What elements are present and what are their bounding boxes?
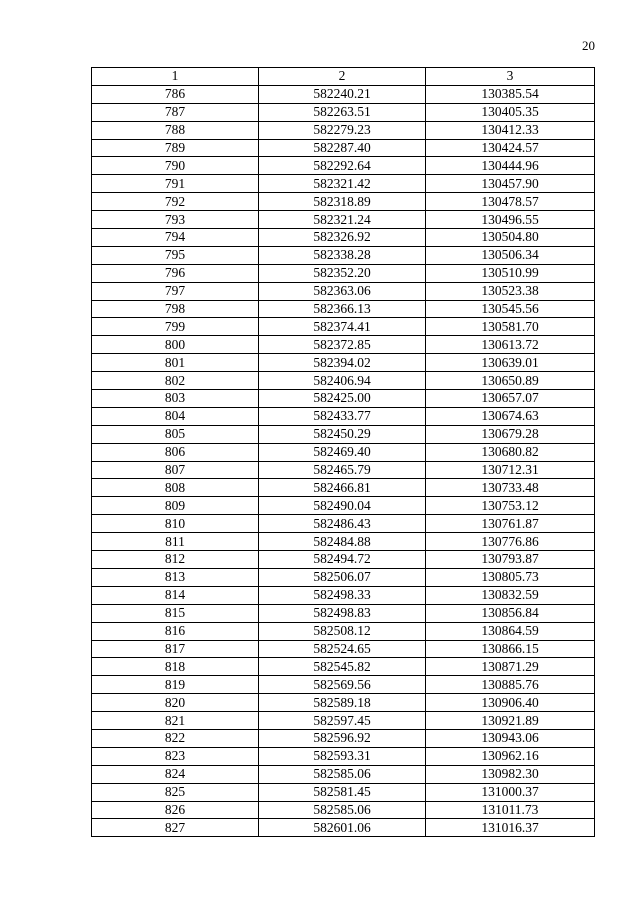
y-coordinate-cell: 130753.12 (426, 497, 595, 515)
table-header-row (92, 68, 595, 86)
x-coordinate-cell: 582585.06 (259, 801, 426, 819)
y-coordinate-cell: 130385.54 (426, 85, 595, 103)
y-coordinate-cell: 130412.33 (426, 121, 595, 139)
x-coordinate-cell: 582498.33 (259, 586, 426, 604)
point-number-cell: 825 (92, 783, 259, 801)
point-number-cell: 798 (92, 300, 259, 318)
table-row (92, 729, 595, 747)
table-row (92, 425, 595, 443)
x-coordinate-cell: 582465.79 (259, 461, 426, 479)
x-coordinate-cell: 582486.43 (259, 515, 426, 533)
table-row (92, 390, 595, 408)
y-coordinate-cell: 130523.38 (426, 282, 595, 300)
x-coordinate-cell: 582494.72 (259, 551, 426, 569)
y-coordinate-cell: 130613.72 (426, 336, 595, 354)
y-coordinate-cell: 130776.86 (426, 533, 595, 551)
x-coordinate-cell: 582524.65 (259, 640, 426, 658)
x-coordinate-cell: 582263.51 (259, 103, 426, 121)
table-row (92, 568, 595, 586)
point-number-cell: 793 (92, 211, 259, 229)
y-coordinate-cell: 130657.07 (426, 390, 595, 408)
point-number-cell: 826 (92, 801, 259, 819)
table-row (92, 497, 595, 515)
table-row (92, 354, 595, 372)
page-number: 20 (582, 38, 595, 53)
y-coordinate-cell: 130871.29 (426, 658, 595, 676)
x-coordinate-cell: 582279.23 (259, 121, 426, 139)
table-row (92, 783, 595, 801)
point-number-cell: 822 (92, 729, 259, 747)
table-row (92, 533, 595, 551)
point-number-cell: 809 (92, 497, 259, 515)
point-number-cell: 795 (92, 246, 259, 264)
x-coordinate-cell: 582601.06 (259, 819, 426, 837)
x-coordinate-cell: 582593.31 (259, 747, 426, 765)
point-number-cell: 787 (92, 103, 259, 121)
table-body (92, 85, 595, 836)
x-coordinate-cell: 582363.06 (259, 282, 426, 300)
y-coordinate-cell: 130733.48 (426, 479, 595, 497)
table-row (92, 694, 595, 712)
x-coordinate-cell: 582292.64 (259, 157, 426, 175)
point-number-cell: 810 (92, 515, 259, 533)
point-number-cell: 807 (92, 461, 259, 479)
y-coordinate-cell: 130496.55 (426, 211, 595, 229)
point-number-cell: 800 (92, 336, 259, 354)
x-coordinate-cell: 582466.81 (259, 479, 426, 497)
x-coordinate-cell: 582484.88 (259, 533, 426, 551)
table-row (92, 407, 595, 425)
table-row (92, 747, 595, 765)
point-number-cell: 819 (92, 676, 259, 694)
x-coordinate-cell: 582326.92 (259, 229, 426, 247)
table-row (92, 658, 595, 676)
x-coordinate-cell: 582450.29 (259, 425, 426, 443)
point-number-cell: 797 (92, 282, 259, 300)
table-row (92, 801, 595, 819)
x-coordinate-cell: 582498.83 (259, 604, 426, 622)
column-header-3: 3 (426, 68, 595, 86)
y-coordinate-cell: 130962.16 (426, 747, 595, 765)
x-coordinate-cell: 582597.45 (259, 712, 426, 730)
x-coordinate-cell: 582318.89 (259, 193, 426, 211)
point-number-cell: 824 (92, 765, 259, 783)
point-number-cell: 823 (92, 747, 259, 765)
point-number-cell: 799 (92, 318, 259, 336)
y-coordinate-cell: 130921.89 (426, 712, 595, 730)
y-coordinate-cell: 130832.59 (426, 586, 595, 604)
point-number-cell: 814 (92, 586, 259, 604)
y-coordinate-cell: 130943.06 (426, 729, 595, 747)
x-coordinate-cell: 582425.00 (259, 390, 426, 408)
column-header-1: 1 (92, 68, 259, 86)
point-number-cell: 811 (92, 533, 259, 551)
point-number-cell: 812 (92, 551, 259, 569)
point-number-cell: 801 (92, 354, 259, 372)
table-row (92, 372, 595, 390)
y-coordinate-cell: 130805.73 (426, 568, 595, 586)
point-number-cell: 792 (92, 193, 259, 211)
x-coordinate-cell: 582372.85 (259, 336, 426, 354)
y-coordinate-cell: 130545.56 (426, 300, 595, 318)
point-number-cell: 818 (92, 658, 259, 676)
y-coordinate-cell: 130444.96 (426, 157, 595, 175)
point-number-cell: 805 (92, 425, 259, 443)
point-number-cell: 788 (92, 121, 259, 139)
y-coordinate-cell: 131011.73 (426, 801, 595, 819)
x-coordinate-cell: 582506.07 (259, 568, 426, 586)
table-row (92, 300, 595, 318)
x-coordinate-cell: 582585.06 (259, 765, 426, 783)
point-number-cell: 817 (92, 640, 259, 658)
table-row (92, 765, 595, 783)
table-row (92, 246, 595, 264)
y-coordinate-cell: 130866.15 (426, 640, 595, 658)
point-number-cell: 802 (92, 372, 259, 390)
table-row (92, 515, 595, 533)
x-coordinate-cell: 582374.41 (259, 318, 426, 336)
table-row (92, 479, 595, 497)
table-row (92, 443, 595, 461)
x-coordinate-cell: 582508.12 (259, 622, 426, 640)
y-coordinate-cell: 130761.87 (426, 515, 595, 533)
table-row (92, 264, 595, 282)
point-number-cell: 790 (92, 157, 259, 175)
point-number-cell: 789 (92, 139, 259, 157)
point-number-cell: 796 (92, 264, 259, 282)
y-coordinate-cell: 130581.70 (426, 318, 595, 336)
y-coordinate-cell: 131000.37 (426, 783, 595, 801)
x-coordinate-cell: 582569.56 (259, 676, 426, 694)
x-coordinate-cell: 582366.13 (259, 300, 426, 318)
table-row (92, 85, 595, 103)
x-coordinate-cell: 582287.40 (259, 139, 426, 157)
y-coordinate-cell: 130856.84 (426, 604, 595, 622)
table-row (92, 622, 595, 640)
table-row (92, 586, 595, 604)
table-row (92, 282, 595, 300)
y-coordinate-cell: 130457.90 (426, 175, 595, 193)
table-row (92, 318, 595, 336)
y-coordinate-cell: 130510.99 (426, 264, 595, 282)
table-row (92, 551, 595, 569)
x-coordinate-cell: 582338.28 (259, 246, 426, 264)
y-coordinate-cell: 130424.57 (426, 139, 595, 157)
x-coordinate-cell: 582321.24 (259, 211, 426, 229)
y-coordinate-cell: 130906.40 (426, 694, 595, 712)
column-header-2: 2 (259, 68, 426, 86)
y-coordinate-cell: 130504.80 (426, 229, 595, 247)
coordinates-table (91, 67, 595, 837)
table-row (92, 121, 595, 139)
y-coordinate-cell: 131016.37 (426, 819, 595, 837)
x-coordinate-cell: 582321.42 (259, 175, 426, 193)
y-coordinate-cell: 130885.76 (426, 676, 595, 694)
table-row (92, 157, 595, 175)
table-row (92, 103, 595, 121)
point-number-cell: 806 (92, 443, 259, 461)
x-coordinate-cell: 582394.02 (259, 354, 426, 372)
y-coordinate-cell: 130674.63 (426, 407, 595, 425)
y-coordinate-cell: 130680.82 (426, 443, 595, 461)
table-row (92, 640, 595, 658)
table-row (92, 229, 595, 247)
x-coordinate-cell: 582589.18 (259, 694, 426, 712)
x-coordinate-cell: 582596.92 (259, 729, 426, 747)
point-number-cell: 815 (92, 604, 259, 622)
y-coordinate-cell: 130405.35 (426, 103, 595, 121)
point-number-cell: 821 (92, 712, 259, 730)
x-coordinate-cell: 582490.04 (259, 497, 426, 515)
point-number-cell: 794 (92, 229, 259, 247)
table-row (92, 604, 595, 622)
table-row (92, 211, 595, 229)
table-row (92, 676, 595, 694)
y-coordinate-cell: 130679.28 (426, 425, 595, 443)
x-coordinate-cell: 582406.94 (259, 372, 426, 390)
table-row (92, 461, 595, 479)
y-coordinate-cell: 130478.57 (426, 193, 595, 211)
y-coordinate-cell: 130864.59 (426, 622, 595, 640)
point-number-cell: 791 (92, 175, 259, 193)
x-coordinate-cell: 582545.82 (259, 658, 426, 676)
point-number-cell: 804 (92, 407, 259, 425)
table-row (92, 175, 595, 193)
point-number-cell: 827 (92, 819, 259, 837)
x-coordinate-cell: 582240.21 (259, 85, 426, 103)
point-number-cell: 786 (92, 85, 259, 103)
x-coordinate-cell: 582352.20 (259, 264, 426, 282)
point-number-cell: 808 (92, 479, 259, 497)
y-coordinate-cell: 130712.31 (426, 461, 595, 479)
x-coordinate-cell: 582433.77 (259, 407, 426, 425)
point-number-cell: 813 (92, 568, 259, 586)
y-coordinate-cell: 130506.34 (426, 246, 595, 264)
y-coordinate-cell: 130793.87 (426, 551, 595, 569)
x-coordinate-cell: 582581.45 (259, 783, 426, 801)
table-row (92, 712, 595, 730)
point-number-cell: 803 (92, 390, 259, 408)
table-row (92, 336, 595, 354)
point-number-cell: 820 (92, 694, 259, 712)
x-coordinate-cell: 582469.40 (259, 443, 426, 461)
table-row (92, 193, 595, 211)
point-number-cell: 816 (92, 622, 259, 640)
y-coordinate-cell: 130650.89 (426, 372, 595, 390)
y-coordinate-cell: 130982.30 (426, 765, 595, 783)
table-row (92, 819, 595, 837)
y-coordinate-cell: 130639.01 (426, 354, 595, 372)
table-row (92, 139, 595, 157)
